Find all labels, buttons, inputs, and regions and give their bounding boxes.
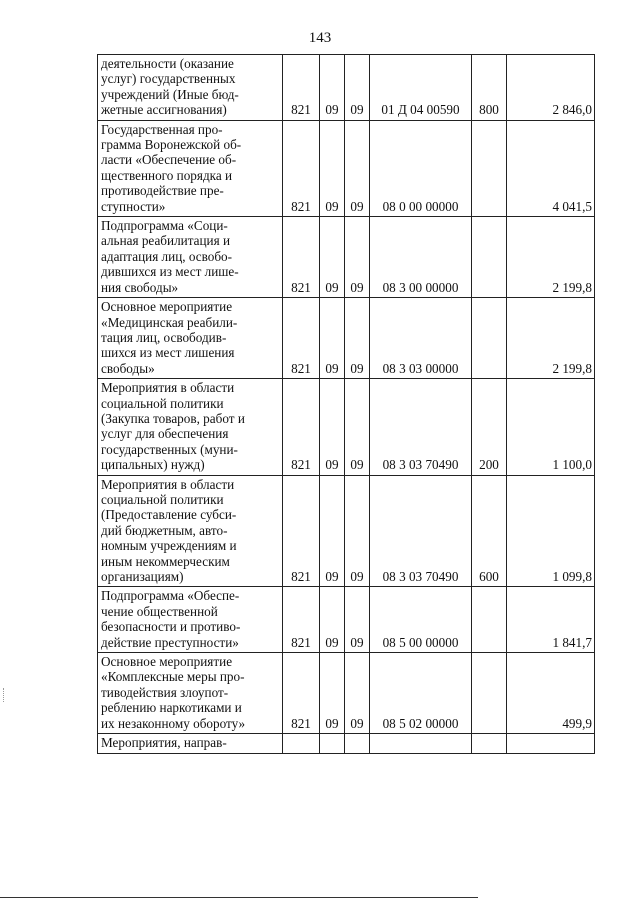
table-row — [98, 475, 595, 587]
subsection-code: 09 — [345, 298, 370, 379]
expense-type — [472, 217, 507, 298]
expense-type: 200 — [472, 379, 507, 475]
row-name: Подпрограмма «Соци- альная реабилитация и адаптация лиц, освобо- дившихся из мест лише- ния свободы» — [98, 217, 283, 298]
ministry-code: 821 — [283, 475, 320, 587]
row-name: деятельности (оказание услуг) государственных учреждений (Иные бюд- жетные ассигнования) — [98, 55, 283, 121]
row-name: Мероприятия в области социальной политики (Предоставление субси- дий бюджетным, авто- номным учреждениям и иным некоммерческим организациям) — [98, 475, 283, 587]
budget-table — [97, 54, 595, 754]
amount — [507, 734, 595, 754]
section-code — [320, 734, 345, 754]
amount: 1 099,8 — [507, 475, 595, 587]
expense-type — [472, 587, 507, 653]
subsection-code: 09 — [345, 379, 370, 475]
target-article: 08 3 00 00000 — [370, 217, 472, 298]
amount: 499,9 — [507, 653, 595, 734]
target-article: 08 3 03 70490 — [370, 379, 472, 475]
scan-margin-mark — [3, 688, 4, 702]
ministry-code — [283, 734, 320, 754]
ministry-code: 821 — [283, 587, 320, 653]
section-code: 09 — [320, 55, 345, 121]
ministry-code: 821 — [283, 217, 320, 298]
expense-type: 800 — [472, 55, 507, 121]
section-code: 09 — [320, 298, 345, 379]
subsection-code: 09 — [345, 587, 370, 653]
row-name: Основное мероприятие «Медицинская реабили- тация лиц, освободив- шихся из мест лишения свободы» — [98, 298, 283, 379]
section-code: 09 — [320, 587, 345, 653]
row-name: Основное мероприятие «Комплексные меры про- тиводействия злоупот- реблению наркотиками и их незаконному обороту» — [98, 653, 283, 734]
subsection-code: 09 — [345, 55, 370, 121]
expense-type — [472, 653, 507, 734]
section-code: 09 — [320, 120, 345, 216]
target-article: 08 5 00 00000 — [370, 587, 472, 653]
ministry-code: 821 — [283, 653, 320, 734]
table-row — [98, 587, 595, 653]
amount: 4 041,5 — [507, 120, 595, 216]
footer-rule — [0, 897, 478, 898]
target-article: 08 5 02 00000 — [370, 653, 472, 734]
target-article: 01 Д 04 00590 — [370, 55, 472, 121]
table-row — [98, 734, 595, 754]
expense-type — [472, 298, 507, 379]
table-row — [98, 379, 595, 475]
amount: 2 199,8 — [507, 217, 595, 298]
budget-table-body — [98, 55, 595, 754]
amount: 1 841,7 — [507, 587, 595, 653]
expense-type — [472, 120, 507, 216]
table-row — [98, 653, 595, 734]
page-number: 143 — [308, 30, 332, 46]
table-row — [98, 217, 595, 298]
subsection-code: 09 — [345, 653, 370, 734]
target-article: 08 0 00 00000 — [370, 120, 472, 216]
row-name: Мероприятия в области социальной политики (Закупка товаров, работ и услуг для обеспечения государственных (муни- ципальных) нужд) — [98, 379, 283, 475]
table-row — [98, 298, 595, 379]
amount: 1 100,0 — [507, 379, 595, 475]
amount: 2 199,8 — [507, 298, 595, 379]
section-code: 09 — [320, 217, 345, 298]
subsection-code: 09 — [345, 217, 370, 298]
target-article: 08 3 03 70490 — [370, 475, 472, 587]
expense-type — [472, 734, 507, 754]
target-article — [370, 734, 472, 754]
subsection-code: 09 — [345, 120, 370, 216]
ministry-code: 821 — [283, 120, 320, 216]
ministry-code: 821 — [283, 379, 320, 475]
ministry-code: 821 — [283, 298, 320, 379]
row-name: Мероприятия, направ- — [98, 734, 283, 754]
section-code: 09 — [320, 379, 345, 475]
row-name: Подпрограмма «Обеспе- чение общественной безопасности и противо- действие преступности» — [98, 587, 283, 653]
section-code: 09 — [320, 475, 345, 587]
amount: 2 846,0 — [507, 55, 595, 121]
subsection-code: 09 — [345, 475, 370, 587]
subsection-code — [345, 734, 370, 754]
section-code: 09 — [320, 653, 345, 734]
table-row — [98, 120, 595, 216]
ministry-code: 821 — [283, 55, 320, 121]
row-name: Государственная про- грамма Воронежской об- ласти «Обеспечение об- щественного порядка и противодействие пре- ступности» — [98, 120, 283, 216]
table-row — [98, 55, 595, 121]
target-article: 08 3 03 00000 — [370, 298, 472, 379]
expense-type: 600 — [472, 475, 507, 587]
